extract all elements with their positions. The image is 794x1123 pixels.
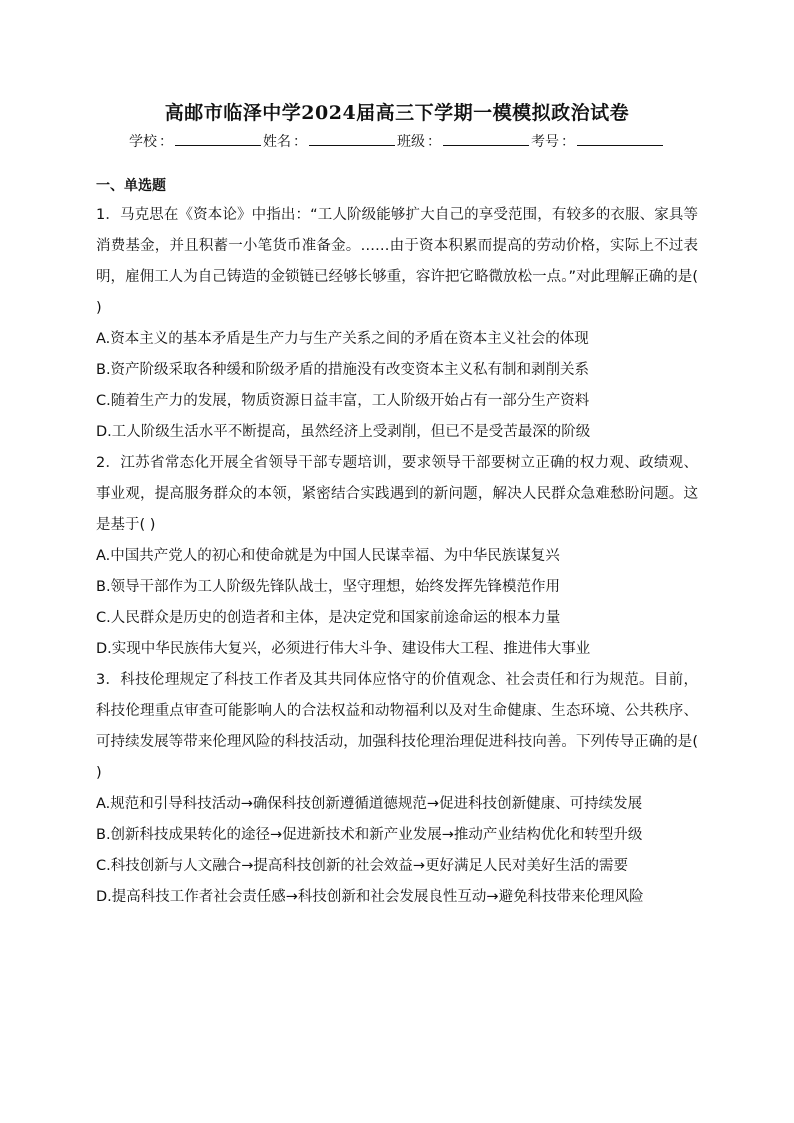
exam-no-field [531, 130, 665, 154]
name-blank [309, 131, 395, 146]
class-colon: ： [427, 134, 441, 150]
question-stem: 1．马克思在《资本论》中指出：“工人阶级能够扩大自己的享受范围，有较多的衣服、家具等消费基金，并且积蓄一小笔货币准备金。……由于资本积累而提高的劳动价格，实际上不过表明，雇佣工人为自己铸造的金锁链已经够长够重，容许把它略微放松一点。”对此理解正确的是( ) [96, 207, 698, 316]
question-3 [96, 665, 698, 913]
section-heading: 一、单选题 [96, 178, 166, 194]
question-option: B.资产阶级采取各种缓和阶级矛盾的措施没有改变资本主义私有制和剥削关系 [96, 362, 590, 378]
name-colon: ： [293, 134, 307, 150]
exam-no-label: 考号 [531, 134, 559, 150]
exam-title: 高邮市临泽中学2024届高三下学期一模模拟政治试卷 [164, 102, 630, 124]
question-2 [96, 448, 698, 665]
question-option: A.资本主义的基本矛盾是生产力与生产关系之间的矛盾在资本主义社会的体现 [96, 331, 589, 347]
name-field [263, 130, 397, 154]
question-option: C.随着生产力的发展，物质资源日益丰富，工人阶级开始占有一部分生产资料 [96, 393, 590, 409]
school-blank [175, 131, 261, 146]
school-colon: ： [159, 134, 173, 150]
question-1 [96, 200, 698, 448]
name-label: 姓名 [263, 134, 291, 150]
question-option: A.规范和引导科技活动→确保科技创新遵循道德规范→促进科技创新健康、可持续发展 [96, 796, 643, 812]
question-option: C.科技创新与人文融合→提高科技创新的社会效益→更好满足人民对美好生活的需要 [96, 858, 629, 874]
question-option: D.实现中华民族伟大复兴，必须进行伟大斗争、建设伟大工程、推进伟大事业 [96, 641, 591, 657]
student-info-row [96, 130, 698, 154]
question-stem: 3．科技伦理规定了科技工作者及其共同体应恪守的价值观念、社会责任和行为规范。目前，科技伦理重点审查可能影响人的合法权益和动物福利以及对生命健康、生态环境、公共秩序、可持续发展等带来伦理风险的科技活动，加强科技伦理治理促进科技向善。下列传导正确的是( ) [96, 672, 698, 781]
question-option: B.创新科技成果转化的途径→促进新技术和新产业发展→推动产业结构优化和转型升级 [96, 827, 643, 843]
question-option: D.提高科技工作者社会责任感→科技创新和社会发展良性互动→避免科技带来伦理风险 [96, 889, 644, 905]
exam-no-blank [577, 131, 663, 146]
question-option: C.人民群众是历史的创造者和主体，是决定党和国家前途命运的根本力量 [96, 610, 561, 626]
school-field [129, 130, 263, 154]
question-option: A.中国共产党人的初心和使命就是为中国人民谋幸福、为中华民族谋复兴 [96, 548, 560, 564]
question-stem: 2．江苏省常态化开展全省领导干部专题培训，要求领导干部要树立正确的权力观、政绩观、事业观，提高服务群众的本领，紧密结合实践遇到的新问题，解决人民群众急难愁盼问题。这是基于( ) [96, 455, 698, 533]
question-option: D.工人阶级生活水平不断提高，虽然经济上受剥削，但已不是受苦最深的阶级 [96, 424, 591, 440]
school-label: 学校 [129, 134, 157, 150]
class-field [397, 130, 531, 154]
exam-no-colon: ： [561, 134, 575, 150]
class-blank [443, 131, 529, 146]
class-label: 班级 [397, 134, 425, 150]
question-option: B.领导干部作为工人阶级先锋队战士，坚守理想，始终发挥先锋模范作用 [96, 579, 561, 595]
